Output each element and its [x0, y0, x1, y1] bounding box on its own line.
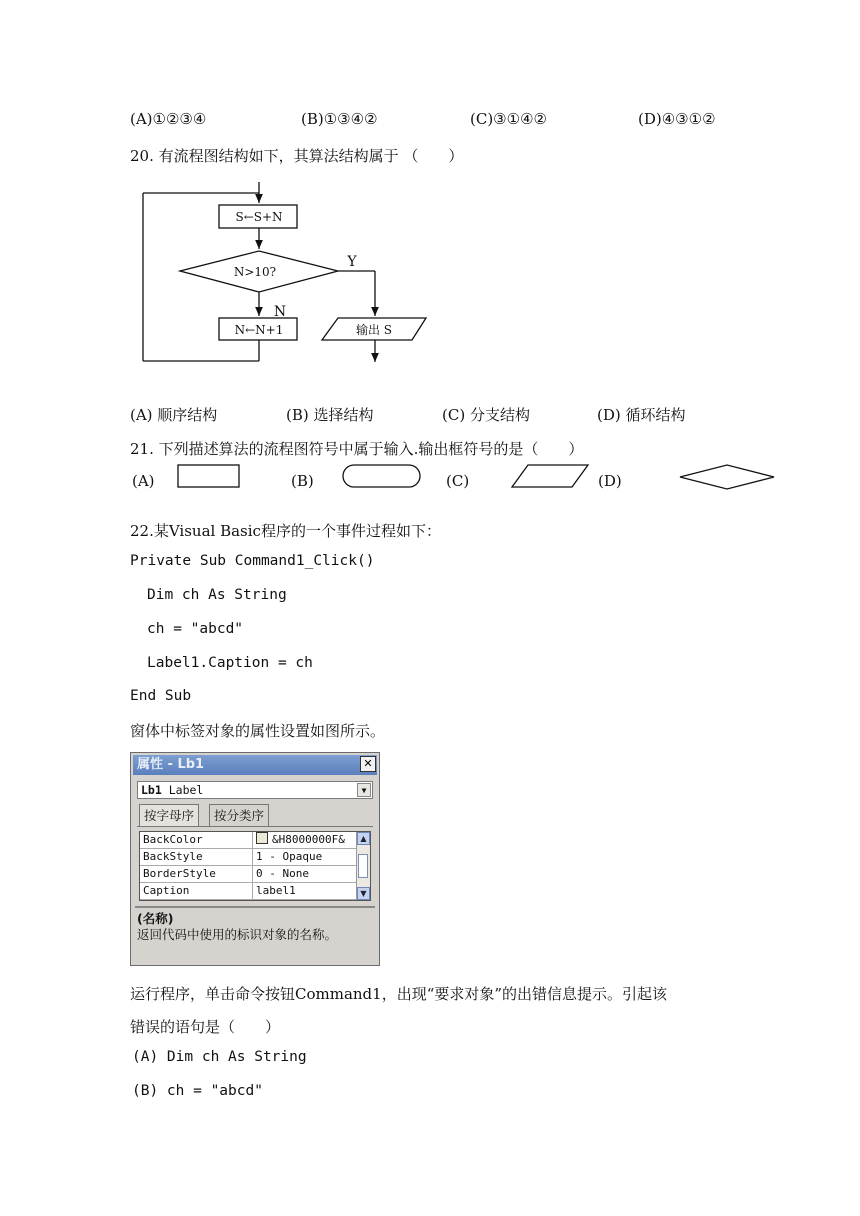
property-row[interactable]	[140, 832, 358, 849]
scroll-up-icon[interactable]: ▲	[357, 832, 370, 845]
q19-option-c: (C)③①④②	[470, 110, 547, 128]
q22-paragraph-1: 运行程序，单击命令按钮Command1，出现“要求对象”的出错信息提示。引起该	[130, 985, 668, 1003]
q22-stem: 22.某Visual Basic程序的一个事件过程如下：	[130, 522, 441, 540]
q22-paragraph-2: 错误的语句是（ ）	[130, 1018, 281, 1036]
flow-no-label: N	[273, 304, 287, 320]
flow-output-label: 输出 S	[355, 323, 393, 337]
description-title: (名称)	[137, 911, 174, 926]
io-parallelogram-symbol	[512, 465, 588, 487]
property-key: BackColor	[143, 833, 203, 846]
scroll-thumb[interactable]	[358, 854, 368, 878]
q20-flowchart	[0, 0, 860, 400]
q21-symbols	[0, 455, 860, 500]
code-line-1: Private Sub Command1_Click()	[130, 553, 375, 569]
q22-option-a: (A) Dim ch As String	[132, 1049, 307, 1065]
properties-window	[130, 752, 380, 966]
q19-option-a: (A)①②③④	[130, 110, 207, 128]
property-value: 0 - None	[252, 866, 360, 883]
code-line-5: End Sub	[130, 688, 192, 704]
object-name: Lb1	[141, 783, 162, 797]
q19-option-d: (D)④③①②	[638, 110, 716, 128]
q20-option-d: (D) 循环结构	[597, 406, 686, 424]
flow-box2-label: N←N+1	[234, 323, 284, 337]
property-row[interactable]	[140, 883, 358, 900]
property-key: BackStyle	[143, 850, 203, 863]
close-icon[interactable]: ✕	[360, 756, 376, 772]
properties-title: 属性 - Lb1	[133, 755, 377, 775]
scroll-down-icon[interactable]: ▼	[357, 887, 370, 900]
code-line-3: ch = "abcd"	[147, 621, 244, 637]
object-type: Label	[168, 783, 204, 797]
color-swatch	[256, 832, 268, 844]
property-value: label1	[252, 883, 360, 900]
property-row[interactable]	[140, 866, 358, 883]
q20-option-c: (C) 分支结构	[442, 406, 530, 424]
description-panel	[135, 906, 375, 961]
code-line-4: Label1.Caption = ch	[147, 655, 313, 671]
q20-option-b: (B) 选择结构	[286, 406, 374, 424]
property-row[interactable]	[140, 849, 358, 866]
q20-stem: 20. 有流程图结构如下，其算法结构属于 （ ）	[130, 147, 464, 165]
q22-option-b: (B) ch = "abcd"	[132, 1083, 263, 1099]
q21-option-b: (B)	[291, 472, 314, 490]
tab-alphabetic[interactable]: 按字母序	[139, 804, 199, 827]
flow-yes-label: Y	[347, 254, 357, 270]
q21-stem: 21. 下列描述算法的流程图符号中属于输入.输出框符号的是（ ）	[130, 440, 584, 458]
q21-option-c: (C)	[446, 472, 470, 490]
property-key: BorderStyle	[143, 867, 216, 880]
object-selector[interactable]	[137, 781, 373, 799]
property-key: Caption	[143, 884, 190, 897]
description-text: 返回代码中使用的标识对象的名称。	[137, 927, 338, 942]
q19-option-b: (B)①③④②	[301, 110, 378, 128]
q22-window-note: 窗体中标签对象的属性设置如图所示。	[130, 722, 386, 740]
code-line-2: Dim ch As String	[147, 587, 287, 603]
flow-box1-label: S←S+N	[235, 210, 283, 224]
flow-decision-label: N>10?	[233, 265, 277, 279]
q21-option-a: (A)	[132, 472, 155, 490]
tab-categorized[interactable]: 按分类序	[209, 804, 269, 827]
process-rect-symbol	[178, 465, 239, 487]
property-value: 1 - Opaque	[252, 849, 360, 866]
q20-option-a: (A) 顺序结构	[130, 406, 218, 424]
decision-diamond-symbol	[680, 465, 774, 489]
terminal-symbol	[343, 465, 420, 487]
q21-option-d: (D)	[598, 472, 622, 490]
property-value: &H8000000F&	[272, 833, 345, 846]
chevron-down-icon[interactable]: ▼	[357, 783, 371, 797]
vertical-scrollbar[interactable]	[356, 832, 370, 900]
property-grid	[139, 831, 371, 901]
